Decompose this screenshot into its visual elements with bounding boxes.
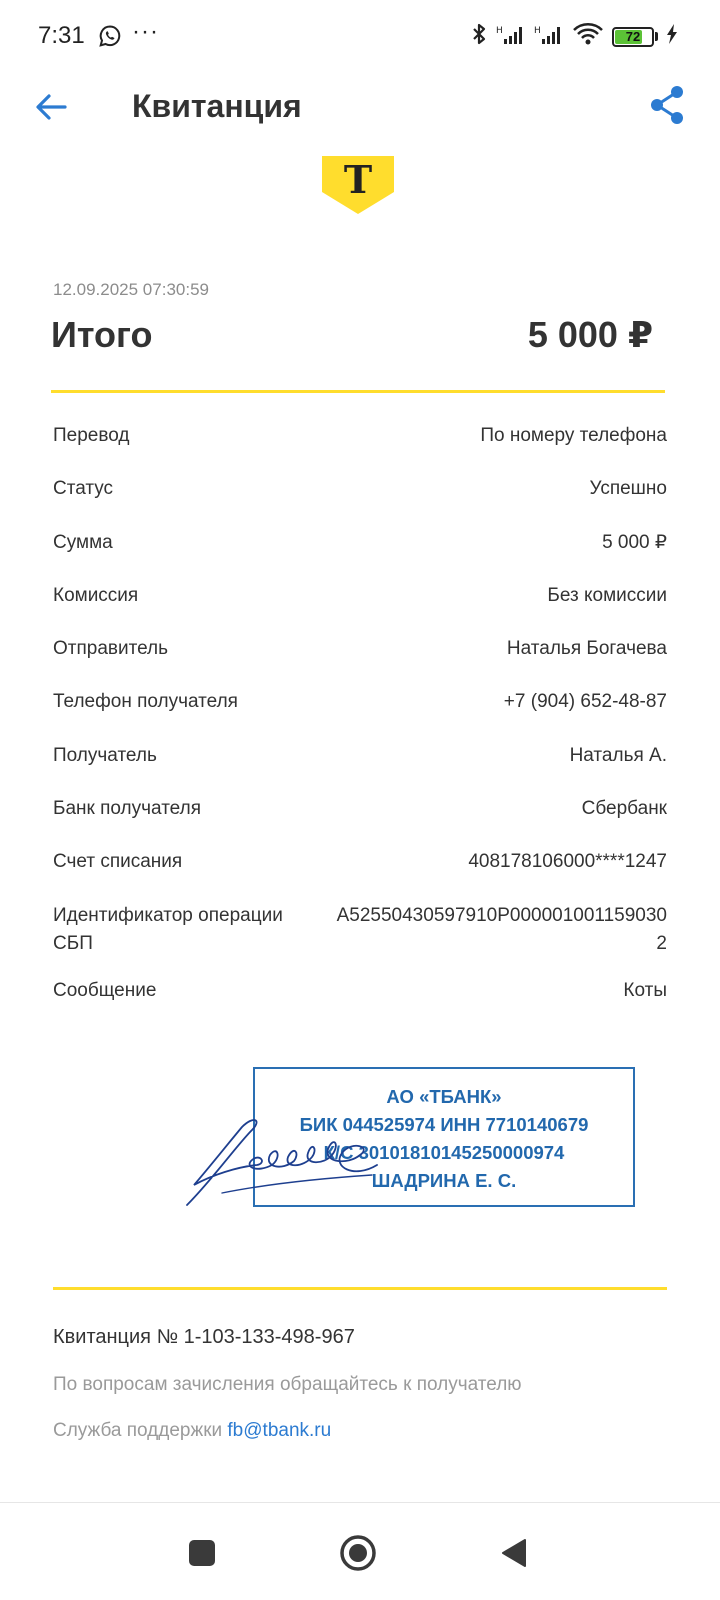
battery-tip: [655, 32, 658, 41]
page-title: Квитанция: [132, 88, 302, 124]
detail-label: Отправитель: [53, 638, 169, 660]
receipt-datetime: 12.09.2025 07:30:59: [53, 280, 209, 299]
support-email-link[interactable]: fb@tbank.ru: [227, 1420, 332, 1441]
detail-label: Телефон получателя: [53, 691, 238, 713]
signal-icon: [496, 23, 526, 50]
detail-value: Сбербанк: [581, 798, 667, 820]
home-icon: [338, 1533, 378, 1578]
handwritten-signature: [182, 1105, 382, 1210]
arrow-left-icon: [35, 93, 67, 126]
detail-row-recipient-bank: [53, 795, 667, 848]
detail-label: Банк получателя: [53, 798, 201, 820]
support-line: [53, 1420, 331, 1442]
share-button[interactable]: [644, 84, 690, 130]
detail-value: По номеру телефона: [480, 425, 667, 446]
share-icon: [649, 85, 685, 130]
detail-row-recipient: [53, 742, 667, 795]
svg-text:H: H: [534, 26, 541, 36]
detail-label: Идентификатор операции СБП: [53, 904, 283, 954]
wifi-icon: [572, 22, 604, 51]
detail-value: Наталья А.: [569, 744, 667, 766]
recent-apps-button[interactable]: [177, 1530, 227, 1580]
stamp-bank-name: АО «ТБАНК»: [386, 1086, 502, 1107]
battery-icon: [612, 27, 654, 47]
status-more-dots: ···: [132, 18, 159, 45]
nav-back-button[interactable]: [489, 1530, 539, 1580]
detail-label: Статус: [53, 478, 114, 500]
status-bar: [0, 0, 720, 72]
detail-value: Наталья Богачева: [506, 638, 667, 660]
detail-label: Счет списания: [53, 851, 183, 873]
detail-value: +7 (904) 652-48-87: [503, 691, 667, 713]
signal-icon: [534, 23, 564, 50]
detail-row-status: [53, 475, 667, 528]
detail-label: Сумма: [53, 531, 113, 553]
detail-row-transfer: [53, 422, 667, 475]
status-time: 7:31: [38, 22, 85, 49]
battery-level: 72: [625, 28, 641, 44]
total-label: Итого: [51, 314, 153, 355]
support-label: Служба поддержки: [53, 1420, 228, 1441]
charging-icon: [666, 23, 678, 50]
divider: [51, 390, 665, 393]
nav-divider: [0, 1502, 720, 1503]
detail-value: Коты: [623, 979, 667, 1001]
svg-text:H: H: [496, 26, 503, 36]
detail-value: 408178106000****1247: [468, 851, 667, 873]
detail-label: Комиссия: [53, 584, 139, 606]
detail-row-sender: [53, 635, 667, 688]
receipt-details: [53, 422, 667, 1030]
detail-row-fee: [53, 582, 667, 635]
bluetooth-icon: [470, 22, 488, 51]
detail-row-amount: [53, 529, 667, 582]
tbank-logo: [320, 156, 396, 216]
detail-label: Получатель: [53, 744, 157, 766]
detail-value: Успешно: [589, 478, 667, 500]
detail-value: A52550430597910P0000010011590302: [336, 904, 667, 954]
status-icons: [470, 22, 678, 51]
receipt-number: Квитанция № 1-103-133-498-967: [53, 1326, 355, 1348]
detail-row-sbp-id: [53, 902, 667, 977]
back-button[interactable]: [28, 86, 74, 132]
stamp-corr-account: К/С 30101810145250000974: [323, 1142, 565, 1163]
detail-label: Сообщение: [53, 979, 157, 1001]
home-button[interactable]: [333, 1530, 383, 1580]
svg-text:Т: Т: [343, 157, 373, 202]
detail-row-message: [53, 977, 667, 1030]
detail-value: 5 000 ₽: [602, 531, 667, 553]
detail-row-debit-account: [53, 848, 667, 901]
recent-apps-icon: [188, 1539, 216, 1572]
total-amount: 5 000 ₽: [527, 314, 653, 355]
app-bar: [0, 72, 720, 152]
divider: [53, 1287, 667, 1290]
whatsapp-icon: [98, 24, 122, 53]
detail-row-recipient-phone: [53, 688, 667, 741]
stamp-signer: ШАДРИНА Е. С.: [371, 1170, 517, 1191]
back-triangle-icon: [499, 1537, 529, 1574]
stamp-bik-inn: БИК 044525974 ИНН 7710140679: [299, 1114, 589, 1135]
detail-value: Без комиссии: [547, 584, 667, 606]
footer-note: По вопросам зачисления обращайтесь к получателю: [53, 1374, 522, 1395]
detail-label: Перевод: [53, 425, 130, 446]
